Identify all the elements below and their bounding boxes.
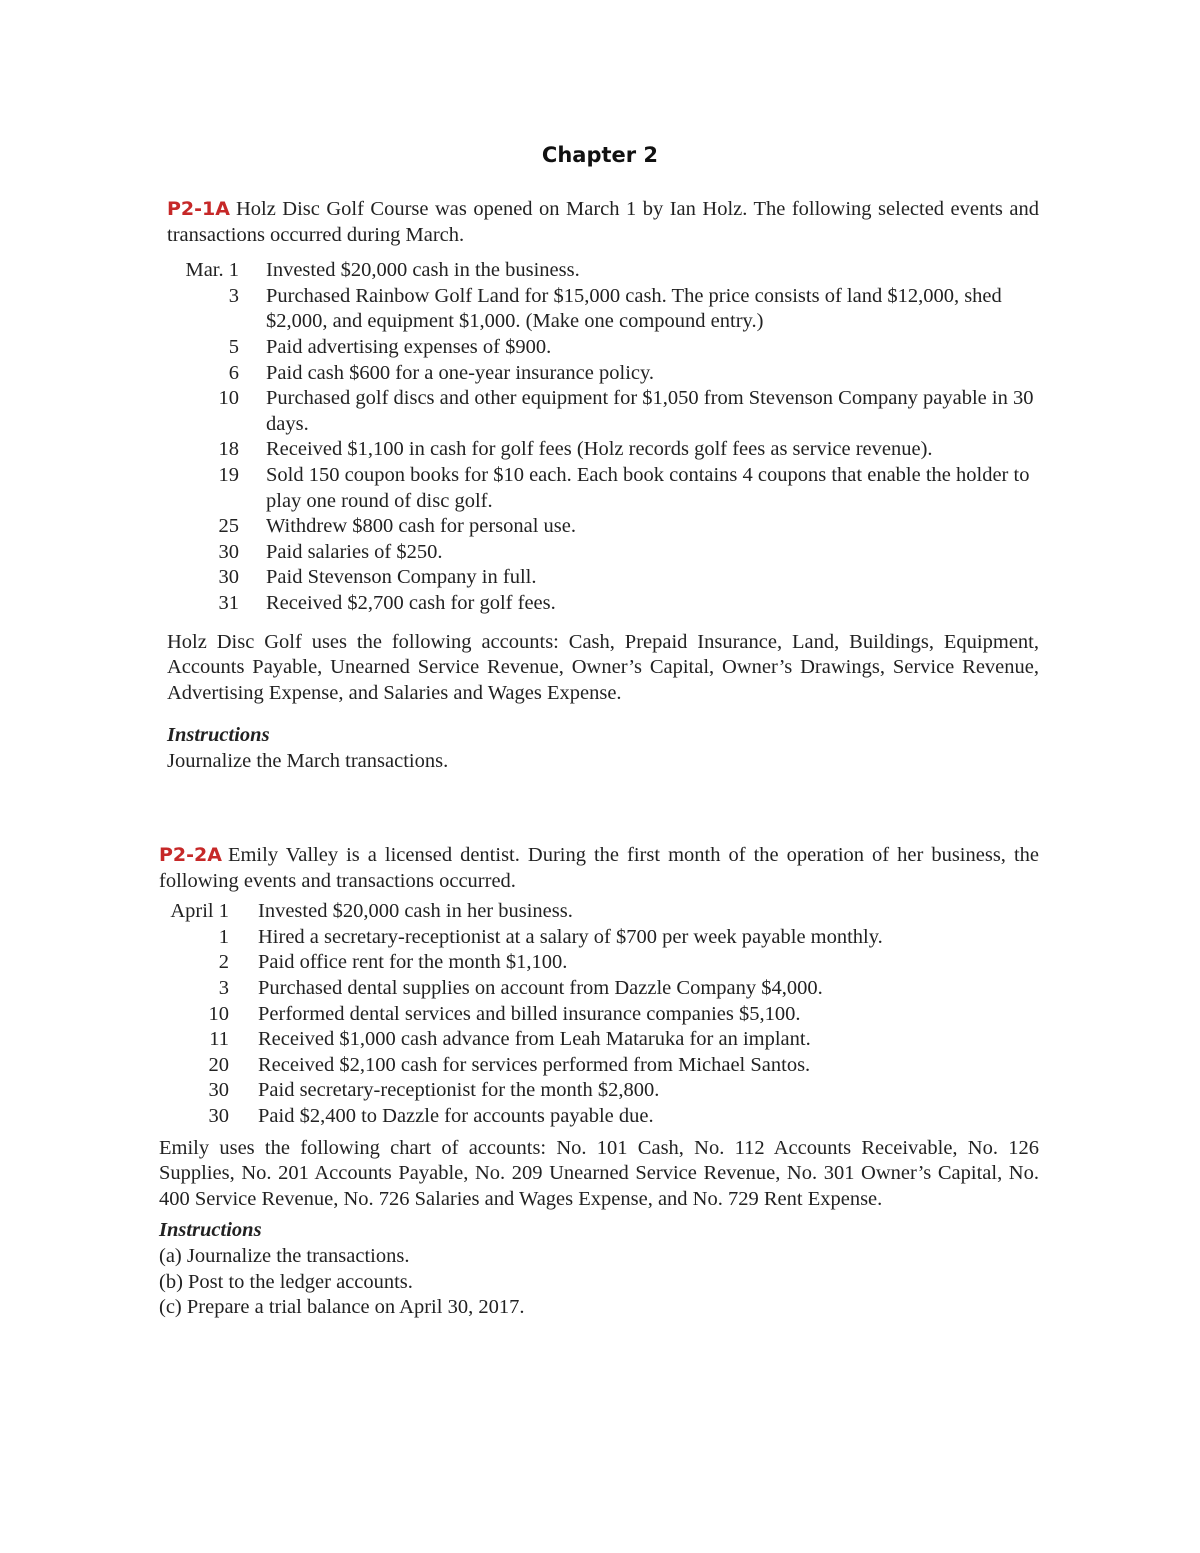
problem-p2-1a — [167, 197, 1039, 774]
problem-intro — [159, 843, 1039, 894]
transaction-date: 5 — [228, 335, 239, 358]
transaction-date: 30 — [208, 1079, 229, 1102]
transaction-text: Invested $20,000 cash in the business. — [266, 259, 580, 282]
intro-text: Holz Disc Golf Course was opened on March 1 by Ian Holz. The following selected events and transactions occurred during March. — [167, 198, 1039, 246]
transaction-date: April 1 — [170, 900, 229, 923]
transaction-text: Purchased dental supplies on account from Dazzle Company $4,000. — [258, 976, 823, 999]
transaction-row — [167, 463, 1039, 514]
instruction-item: (a) Journalize the transactions. — [159, 1244, 410, 1267]
transaction-text: Received $2,100 cash for services performed from Michael Santos. — [258, 1053, 811, 1076]
transaction-text: Received $1,100 in cash for golf fees (Holz records golf fees as service revenue). — [266, 438, 933, 461]
transaction-row — [167, 514, 1039, 540]
transaction-text: Hired a secretary-receptionist at a salary of $700 per week payable monthly. — [258, 925, 883, 948]
transaction-text: Sold 150 coupon books for $10 each. Each book contains 4 coupons that enable the holder to play one round of disc golf. — [266, 463, 1030, 512]
transaction-date: 18 — [218, 438, 239, 461]
transaction-row — [159, 1053, 1039, 1079]
transaction-row — [159, 925, 1039, 951]
transaction-date: 30 — [218, 566, 239, 589]
transaction-date: 1 — [218, 925, 229, 948]
transaction-row — [159, 899, 1039, 925]
instruction-item: Journalize the March transactions. — [167, 749, 449, 772]
transaction-row — [159, 1002, 1039, 1028]
transaction-date: 11 — [209, 1028, 229, 1051]
transaction-date: 3 — [228, 284, 239, 307]
problem-intro — [167, 197, 1039, 248]
transaction-text: Purchased golf discs and other equipment for $1,050 from Stevenson Company payable in 30 days. — [266, 387, 1034, 435]
transaction-row — [167, 258, 1039, 284]
transaction-row — [159, 1078, 1039, 1104]
transaction-date: 30 — [208, 1104, 229, 1127]
transaction-row — [167, 565, 1039, 591]
transaction-text: Received $2,700 cash for golf fees. — [266, 591, 556, 614]
transaction-text: Paid Stevenson Company in full. — [266, 566, 537, 589]
transaction-row — [159, 950, 1039, 976]
transaction-text: Paid secretary-receptionist for the month $2,800. — [258, 1079, 660, 1102]
transaction-date: 20 — [208, 1053, 229, 1076]
transaction-row — [159, 976, 1039, 1002]
transaction-text: Purchased Rainbow Golf Land for $15,000 cash. The price consists of land $12,000, shed $2,000, and equipment $1,000. (Make one compound entry.) — [266, 284, 1002, 333]
transaction-date: 10 — [208, 1002, 229, 1025]
transaction-row — [167, 437, 1039, 463]
transaction-text: Withdrew $800 cash for personal use. — [266, 515, 577, 538]
instruction-item: (c) Prepare a trial balance on April 30, 2017. — [159, 1296, 525, 1319]
accounts-paragraph: Emily uses the following chart of accounts: No. 101 Cash, No. 112 Accounts Receivable, No. 126 Supplies, No. 201 Accounts Payable, No. 209 Unearned Service Revenue, No. 301 Owner’s Capital, No. 400 Service Revenue, No. 726 Salaries and Wages Expense, and No. 729 Rent Expense. — [159, 1136, 1039, 1210]
transaction-text: Received $1,000 cash advance from Leah Mataruka for an implant. — [258, 1028, 811, 1051]
transaction-row — [167, 386, 1039, 437]
transaction-list — [159, 899, 1039, 1129]
transaction-row — [167, 591, 1039, 617]
accounts-paragraph: Holz Disc Golf uses the following accounts: Cash, Prepaid Insurance, Land, Buildings, Equipment, Accounts Payable, Unearned Service Revenue, Owner’s Capital, Owner’s Drawings, Service Revenue, Advertising Expense, and Salaries and Wages Expense. — [167, 630, 1039, 704]
transaction-date: 31 — [218, 591, 239, 614]
transaction-text: Paid advertising expenses of $900. — [266, 335, 552, 358]
instructions-heading: Instructions — [159, 1219, 262, 1242]
problem-p2-2a — [159, 843, 1039, 1321]
instruction-item: (b) Post to the ledger accounts. — [159, 1270, 413, 1293]
transaction-date: 19 — [218, 463, 239, 486]
problem-id: P2-1A — [167, 198, 230, 220]
instructions-heading: Instructions — [167, 724, 270, 747]
transaction-row — [167, 335, 1039, 361]
transaction-row — [167, 540, 1039, 566]
transaction-date: 6 — [228, 361, 239, 384]
transaction-row — [167, 284, 1039, 335]
transaction-text: Paid office rent for the month $1,100. — [258, 951, 568, 974]
transaction-text: Paid $2,400 to Dazzle for accounts payable due. — [258, 1104, 654, 1127]
transaction-date: 3 — [218, 976, 229, 999]
transaction-date: Mar. 1 — [185, 259, 239, 282]
intro-text: Emily Valley is a licensed dentist. During the first month of the operation of her business, the following events and transactions occurred. — [159, 844, 1039, 892]
transaction-text: Paid salaries of $250. — [266, 540, 443, 563]
transaction-row — [159, 1027, 1039, 1053]
transaction-date: 30 — [218, 540, 239, 563]
transaction-text: Performed dental services and billed insurance companies $5,100. — [258, 1002, 801, 1025]
transaction-date: 10 — [218, 387, 239, 410]
transaction-row — [159, 1104, 1039, 1130]
transaction-list — [167, 258, 1039, 616]
chapter-title: Chapter 2 — [541, 143, 659, 167]
transaction-date: 25 — [218, 515, 239, 538]
transaction-text: Invested $20,000 cash in her business. — [258, 900, 573, 923]
problem-id: P2-2A — [159, 844, 222, 866]
transaction-date: 2 — [218, 951, 229, 974]
transaction-text: Paid cash $600 for a one-year insurance policy. — [266, 361, 655, 384]
transaction-row — [167, 361, 1039, 387]
